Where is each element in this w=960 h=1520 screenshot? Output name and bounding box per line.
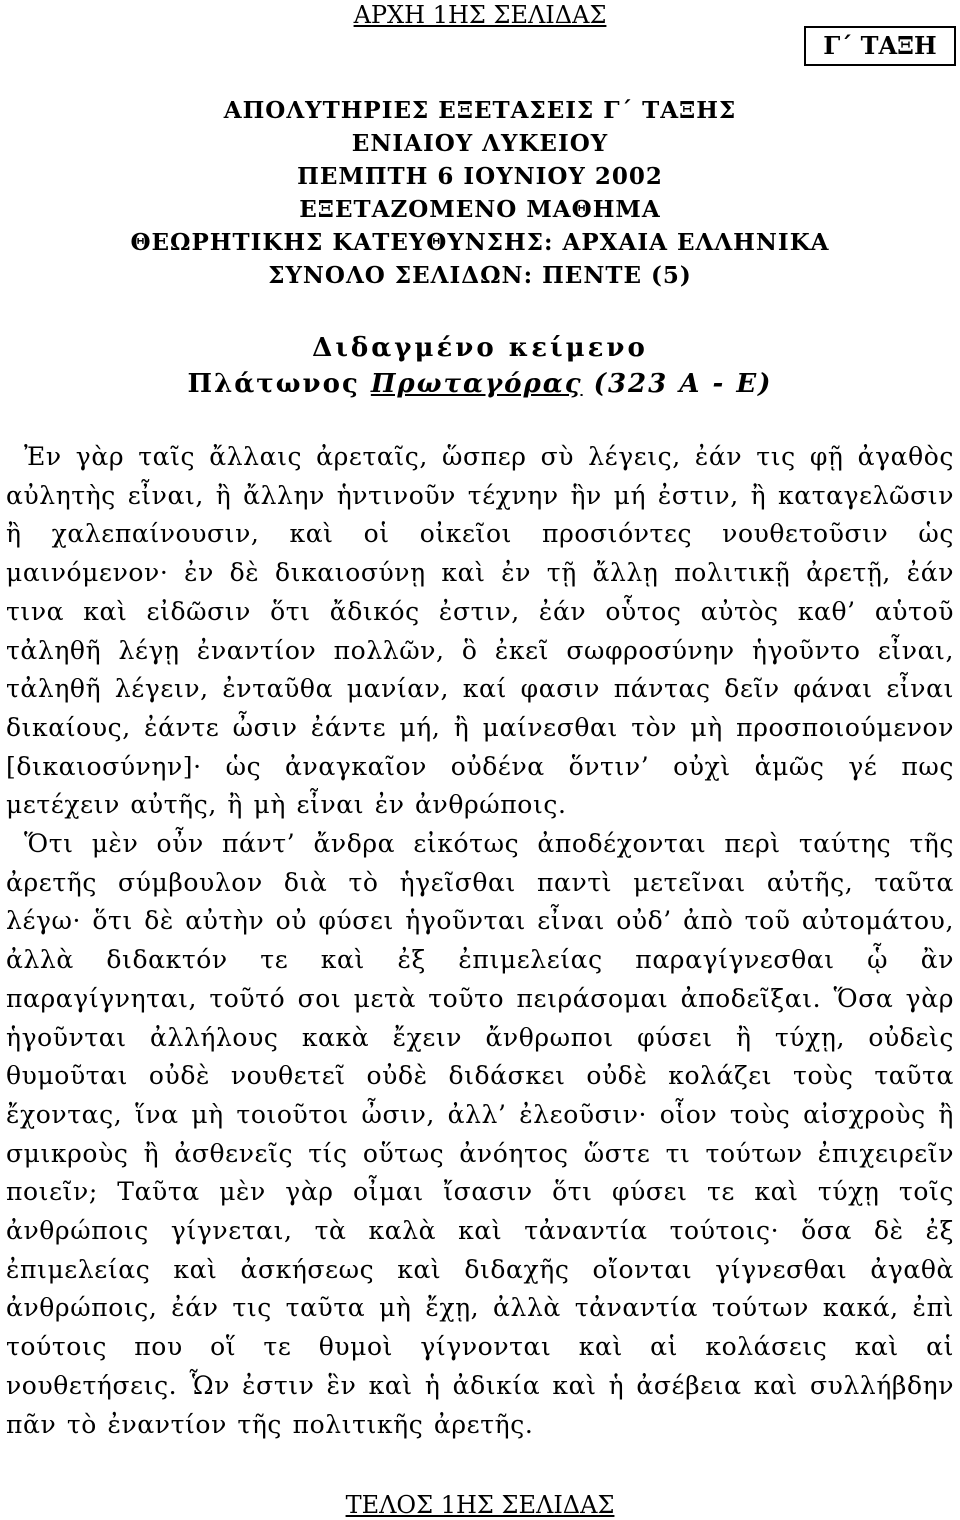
exam-title-line-2: ΕΝΙΑΙΟΥ ΛΥΚΕΙΟΥ	[351, 130, 609, 157]
section-heading: Διδαγμένο κείμενο	[312, 333, 648, 363]
page-count: ΣΥΝΟΛΟ ΣΕΛΙΔΩΝ: ΠΕΝΤΕ (5)	[268, 262, 692, 289]
page-end-label: ΤΕΛΟΣ 1ΗΣ ΣΕΛΙΔΑΣ	[345, 1491, 615, 1519]
exam-subject-label: ΕΞΕΤΑΖΟΜΕΝΟ ΜΑΘΗΜΑ	[299, 196, 661, 223]
passage-reference: (323 A - E)	[593, 369, 773, 399]
exam-title-block	[0, 94, 960, 292]
text-source	[0, 366, 960, 402]
exam-date: ΠΕΜΠΤΗ 6 ΙΟΥΝΙΟΥ 2002	[297, 163, 663, 190]
exam-title-line-1: ΑΠΟΛΥΤΗΡΙΕΣ ΕΞΕΤΑΣΕΙΣ Γ΄ ΤΑΞΗΣ	[223, 97, 737, 124]
passage-paragraph-2: Ὅτι μὲν οὖν πάντ’ ἄνδρα εἰκότως ἀποδέχονται περὶ ταύτης τῆς ἀρετῆς σύμβουλον διὰ τὸ ἡγεῖσθαι παντὶ μετεῖναι αὐτῆς, ταῦτα λέγω· ὅτι δὲ αὐτὴν οὐ φύσει ἡγοῦνται εἶναι οὐδ’ ἀπὸ τοῦ αὐτομάτου, ἀλλὰ διδακτόν τε καὶ ἐξ ἐπιμελείας παραγίγνεσθαι ᾧ ἂν παραγίγνηται, τοῦτό σοι μετὰ τοῦτο πειράσομαι ἀποδεῖξαι. Ὅσα γὰρ ἡγοῦνται ἀλλήλους κακὰ ἔχειν ἄνθρωποι φύσει ἢ τύχῃ, οὐδεὶς θυμοῦται οὐδὲ νουθετεῖ οὐδὲ διδάσκει οὐδὲ κολάζει τοὺς ταῦτα ἔχοντας, ἵνα μὴ τοιοῦτοι ὦσιν, ἀλλ’ ἐλεοῦσιν· οἷον τοὺς αἰσχροὺς ἢ σμικροὺς ἢ ἀσθενεῖς τίς οὕτως ἀνόητος ὥστε τι τούτων ἐπιχειρεῖν ποιεῖν; Ταῦτα μὲν γὰρ οἶμαι ἴσασιν ὅτι φύσει τε καὶ τύχῃ τοῖς ἀνθρώποις γίγνεται, τὰ καλὰ καὶ τἀναντία τούτοις· ὅσα δὲ ἐξ ἐπιμελείας καὶ ἀσκήσεως καὶ διδαχῆς οἴονται γίγνεσθαι ἀγαθὰ ἀνθρώποις, ἐάν τις ταῦτα μὴ ἔχῃ, ἀλλὰ τἀναντία τούτων κακά, ἐπὶ τούτοις που οἵ τε θυμοὶ γίγνονται καὶ αἱ κολάσεις καὶ αἱ νουθετήσεις. Ὧν ἐστιν ἓν καὶ ἡ ἀδικία καὶ ἡ ἀσέβεια καὶ συλλήβδην πᾶν τὸ ἐναντίον τῆς πολιτικῆς ἀρετῆς.	[6, 829, 954, 1439]
work-title: Πρωταγόρας	[370, 369, 583, 399]
passage-paragraph-1: Ἐν γὰρ ταῖς ἄλλαις ἀρεταῖς, ὥσπερ σὺ λέγεις, ἐάν τις φῇ ἀγαθὸς αὐλητὴς εἶναι, ἢ ἄλλην ἡντινοῦν τέχνην ἣν μή ἐστιν, ἢ καταγελῶσιν ἢ χαλεπαίνουσιν, καὶ οἱ οἰκεῖοι προσιόντες νουθετοῦσιν ὡς μαινόμενον· ἐν δὲ δικαιοσύνῃ καὶ ἐν τῇ ἄλλῃ πολιτικῇ ἀρετῇ, ἐάν τινα καὶ εἰδῶσιν ὅτι ἄδικός ἐστιν, ἐάν οὗτος αὐτὸς καθ’ αὑτοῦ τἀληθῆ λέγῃ ἐναντίον πολλῶν, ὃ ἐκεῖ σωφροσύνην ἡγοῦντο εἶναι, τἀληθῆ λέγειν, ἐνταῦθα μανίαν, καί φασιν πάντας δεῖν φάναι εἶναι δικαίους, ἐάντε ὦσιν ἐάντε μή, ἢ μαίνεσθαι τὸν μὴ προσποιούμενον [δικαιοσύνην]· ὡς ἀναγκαῖον οὐδένα ὅντιν’ οὐχὶ ἁμῶς γέ πως μετέχειν αὐτῆς, ἢ μὴ εἶναι ἐν ἀνθρώποις.	[6, 442, 954, 820]
passage-text	[6, 438, 954, 1444]
exam-subject: ΘΕΩΡΗΤΙΚΗΣ ΚΑΤΕΥΘΥΝΣΗΣ: ΑΡΧΑΙΑ ΕΛΛΗΝΙΚΑ	[130, 229, 830, 256]
page-start-label: ΑΡΧΗ 1ΗΣ ΣΕΛΙΔΑΣ	[353, 1, 607, 29]
author-name: Πλάτωνος	[187, 369, 360, 399]
grade-box: Γ΄ ΤΑΞΗ	[804, 26, 956, 66]
